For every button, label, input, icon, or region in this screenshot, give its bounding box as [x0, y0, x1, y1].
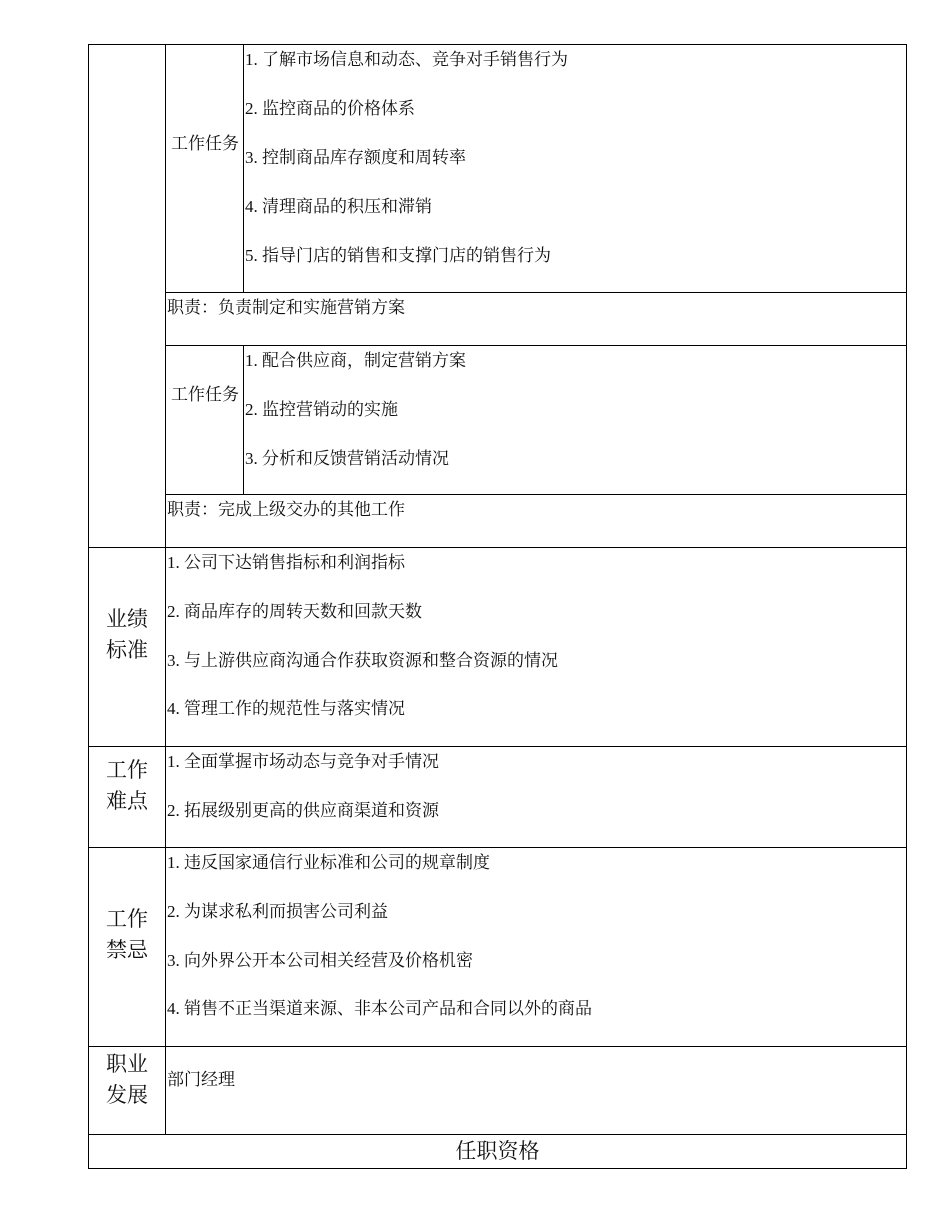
row-divider — [88, 746, 907, 747]
performance-item: 4. 管理工作的规范性与落实情况 — [167, 699, 405, 718]
qualifications-heading: 任职资格 — [455, 1139, 540, 1163]
career-value: 部门经理 — [167, 1070, 235, 1089]
table-border-right — [906, 44, 907, 1169]
task-item: 1. 配合供应商，制定营销方案 — [245, 351, 466, 370]
row-divider — [165, 345, 907, 346]
table-border-bottom — [88, 1168, 907, 1169]
row-divider — [88, 1046, 907, 1047]
task-item: 1. 了解市场信息和动态、竞争对手销售行为 — [245, 50, 568, 69]
task-item: 3. 控制商品库存额度和周转率 — [245, 148, 466, 167]
prohibition-item: 3. 向外界公开本公司相关经营及价格机密 — [167, 951, 473, 970]
task-item: 4. 清理商品的积压和滞销 — [245, 197, 432, 216]
prohibition-item: 2. 为谋求私利而损害公司利益 — [167, 902, 388, 921]
task-block-label: 工作任务 — [171, 385, 239, 404]
performance-item: 3. 与上游供应商沟通合作获取资源和整合资源的情况 — [167, 651, 558, 670]
duty-statement: 职责：完成上级交办的其他工作 — [167, 500, 405, 519]
performance-label: 业绩标准 — [106, 607, 148, 662]
task-block-label: 工作任务 — [171, 134, 239, 153]
performance-item: 2. 商品库存的周转天数和回款天数 — [167, 602, 422, 621]
performance-item: 1. 公司下达销售指标和利润指标 — [167, 553, 405, 572]
row-divider — [88, 1134, 907, 1135]
prohibition-item: 4. 销售不正当渠道来源、非本公司产品和合同以外的商品 — [167, 999, 592, 1018]
prohibition-item: 1. 违反国家通信行业标准和公司的规章制度 — [167, 853, 490, 872]
row-divider — [165, 494, 907, 495]
task-column-divider-2 — [243, 345, 244, 494]
label-column-divider — [165, 44, 166, 1134]
difficulty-item: 1. 全面掌握市场动态与竞争对手情况 — [167, 752, 439, 771]
table-border-top — [88, 44, 907, 45]
difficulty-item: 2. 拓展级别更高的供应商渠道和资源 — [167, 801, 439, 820]
row-divider — [165, 292, 907, 293]
task-column-divider-1 — [243, 44, 244, 292]
row-divider — [88, 847, 907, 848]
difficulties-label: 工作难点 — [106, 758, 148, 813]
career-label: 职业发展 — [106, 1052, 148, 1107]
task-item: 5. 指导门店的销售和支撑门店的销售行为 — [245, 246, 551, 265]
task-item: 2. 监控营销动的实施 — [245, 400, 398, 419]
prohibitions-label: 工作禁忌 — [106, 907, 148, 962]
task-item: 3. 分析和反馈营销活动情况 — [245, 449, 449, 468]
duty-statement: 职责：负责制定和实施营销方案 — [167, 298, 405, 317]
task-item: 2. 监控商品的价格体系 — [245, 99, 415, 118]
row-divider — [88, 547, 907, 548]
